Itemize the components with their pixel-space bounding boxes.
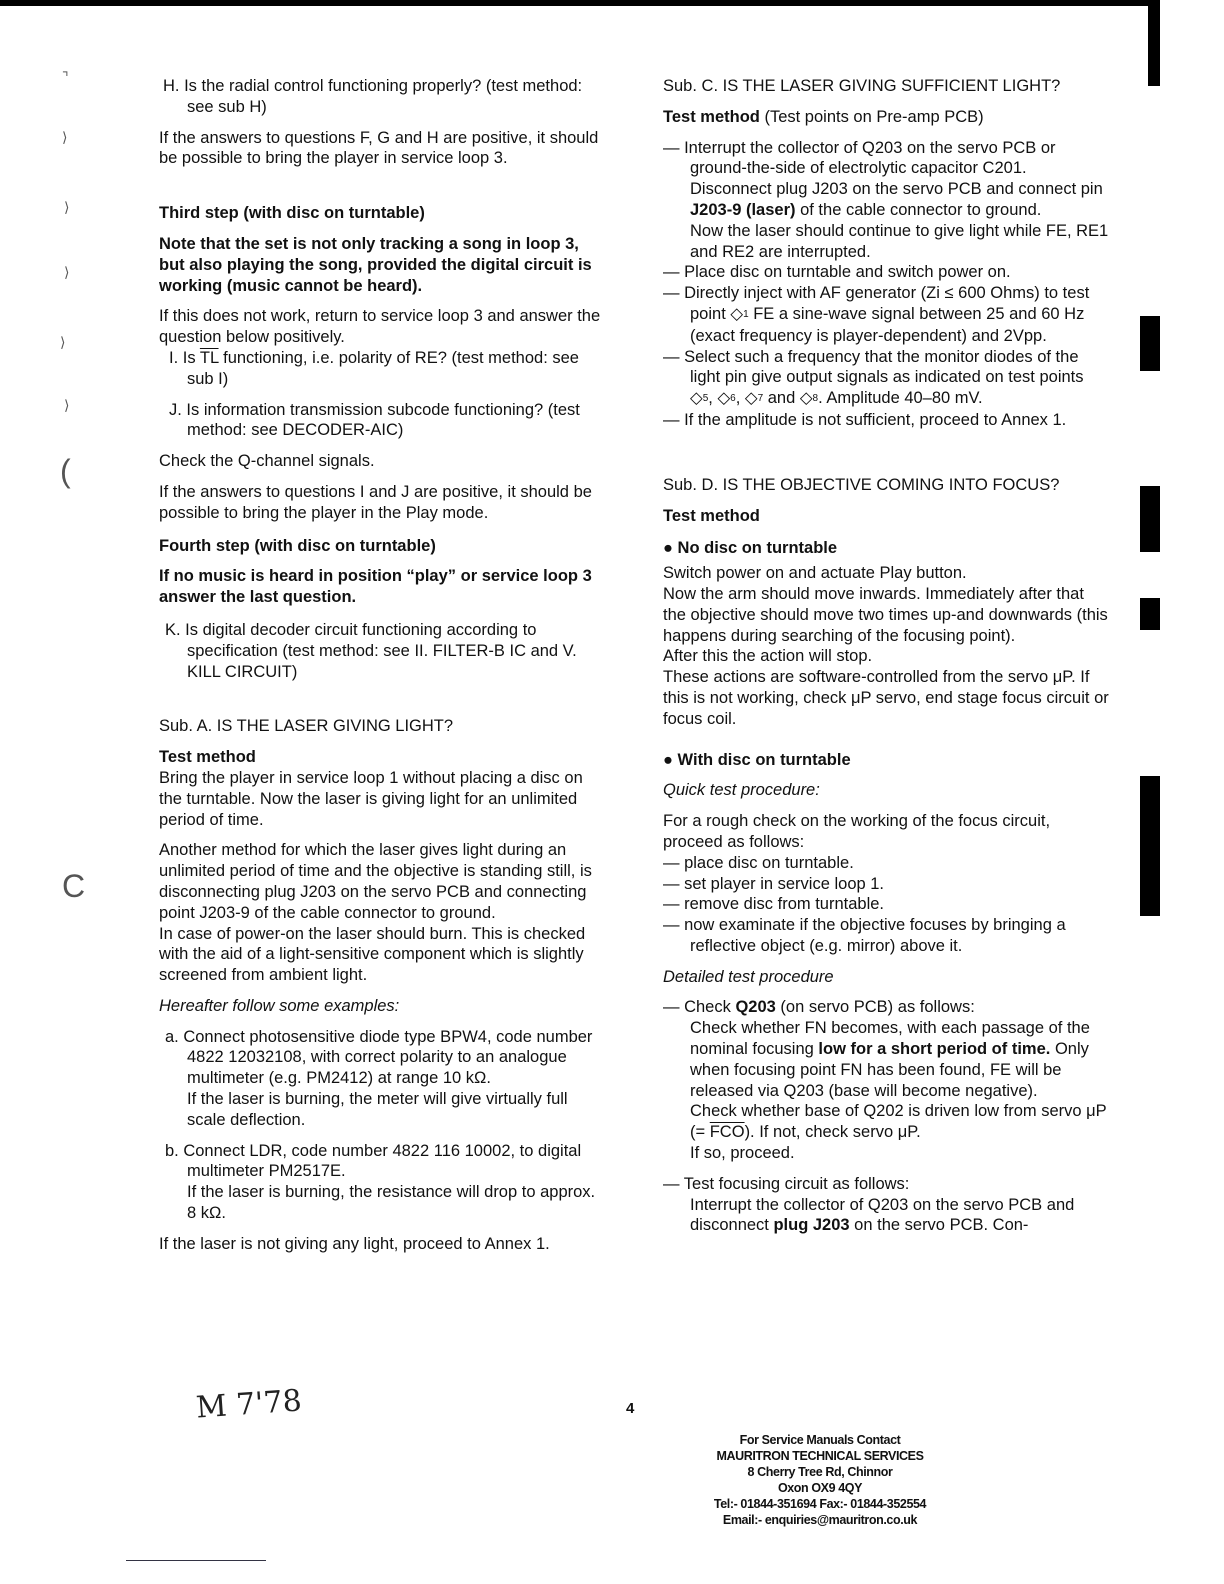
- quick-heading: Quick test procedure:: [663, 781, 820, 800]
- step-item: [663, 997, 1109, 1018]
- paragraph: Switch power on and actuate Play button.: [663, 564, 967, 583]
- left-column: [159, 76, 605, 1255]
- step-text: Interrupt the collector of Q203 on the servo PCB and disconnect: [690, 1195, 1075, 1235]
- step-item: — set player in service loop 1.: [663, 874, 885, 893]
- step-note: If so, proceed.: [690, 1144, 795, 1163]
- step-text: on the servo PCB. Con-: [849, 1216, 1029, 1235]
- step-bold: plug J203: [773, 1216, 850, 1235]
- sub-heading: Sub. D. IS THE OBJECTIVE COMING INTO FOCUS?: [663, 475, 1060, 494]
- step-text: of the cable connector to ground.: [795, 200, 1042, 219]
- contact-line: Tel:- 01844-351694 Fax:- 01844-352554: [713, 1497, 927, 1511]
- step-note: [663, 1195, 1109, 1237]
- test-method-heading: Test method: [663, 107, 760, 126]
- test-method-line: [663, 107, 1109, 128]
- step-bold: Q203: [735, 998, 776, 1017]
- question-k: K. Is digital decoder circuit functioning according to specification (test method: see II. FILTER-B IC and V. KILL CIRCUIT): [165, 620, 577, 681]
- test-method-note: (Test points on Pre-amp PCB): [759, 107, 984, 126]
- paragraph: If the answers to questions F, G and H are positive, it should be possible to bring the player in service loop 3.: [159, 128, 599, 168]
- step-note: [663, 1101, 1109, 1143]
- contact-block: [700, 1432, 940, 1528]
- step-text: — Check: [663, 998, 736, 1017]
- page-number: 4: [626, 1400, 635, 1417]
- paragraph: For a rough check on the working of the focus circuit, proceed as follows:: [663, 812, 1051, 851]
- paragraph: Check the Q-channel signals.: [159, 452, 375, 471]
- sep: ,: [735, 389, 745, 408]
- handwritten-note: M 7'78: [194, 1383, 303, 1426]
- edge-tab: [1140, 316, 1160, 371]
- right-column: [663, 76, 1109, 1236]
- step-note: [663, 1018, 1109, 1101]
- question-j: J. Is information transmission subcode functioning? (test method: see DECODER-AIC): [169, 400, 580, 440]
- fco-signal: $\overline{FCO}$: [709, 1123, 745, 1142]
- paragraph: In case of power-on the laser should burn. This is checked with the aid of a light-sensitive component which is slightly screened from ambient light.: [159, 924, 586, 985]
- step-item: — now examinate if the objective focuses by bringing a reflective object (e.g. mirror) above it.: [663, 916, 1066, 955]
- paragraph: Another method for which the laser gives light during an unlimited period of time and the objective is standing still, is disconnecting plug J203 on the servo PCB and connecting point J203-9 of the cable connector to ground.: [159, 841, 592, 922]
- contact-line: For Service Manuals Contact: [739, 1433, 901, 1447]
- step-item: — Test focusing circuit as follows:: [663, 1174, 910, 1193]
- note: Note that the set is not only tracking a song in loop 3, but also playing the song, provided the digital circuit is working (music cannot be heard).: [159, 234, 592, 295]
- sep: ,: [708, 389, 718, 408]
- bullet-heading: ● With disc on turntable: [663, 750, 851, 769]
- step-bold: low for a short period of time.: [818, 1040, 1051, 1059]
- paragraph: Bring the player in service loop 1 without placing a disc on the turntable. Now the laser is giving light for an unlimited period of time.: [159, 768, 583, 829]
- step-text: FE a sine-wave signal between 25 and 60 Hz (exact frequency is player-dependent) and 2Vpp.: [690, 304, 1085, 345]
- step-item: — If the amplitude is not sufficient, proceed to Annex 1.: [663, 410, 1067, 429]
- examples-heading: Hereafter follow some examples:: [159, 996, 400, 1015]
- step-text: — Interrupt the collector of Q203 on the servo PCB or ground-the-side of electrolytic capacitor C201. Disconnect plug J203 on the servo PCB and connect pin: [663, 138, 1103, 199]
- edge-tab: [1140, 486, 1160, 552]
- section-heading: Third step (with disc on turntable): [159, 204, 425, 223]
- paragraph: After this the action will stop.: [663, 647, 873, 666]
- sub-heading: Sub. C. IS THE LASER GIVING SUFFICIENT LIGHT?: [663, 77, 1061, 95]
- step-note: Now the laser should continue to give light while FE, RE1 and RE2 are interrupted.: [690, 221, 1109, 261]
- step-text: — Select such a frequency that the monitor diodes of the light pin give output signals as indicated on test points: [663, 347, 1084, 387]
- detailed-heading: Detailed test procedure: [663, 967, 834, 986]
- tl-signal: $\overline{TL}$: [199, 348, 219, 367]
- test-method-heading: Test method: [159, 748, 256, 767]
- contact-line: Oxon OX9 4QY: [777, 1481, 863, 1495]
- paragraph: Now the arm should move inwards. Immediately after that the objective should move two times up-and downwards (this happens during searching of the focusing point).: [663, 584, 1108, 645]
- question-i-post: functioning, i.e. polarity of RE? (test method: see sub I): [187, 348, 579, 388]
- step-item: — Place disc on turntable and switch power on.: [663, 263, 1011, 282]
- bullet-heading: ● No disc on turntable: [663, 539, 838, 558]
- step-text: ). If not, check servo μP.: [744, 1123, 921, 1142]
- instruction: If no music is heard in position “play” or service loop 3 answer the last question.: [159, 567, 592, 607]
- step-text: . Amplitude 40–80 mV.: [818, 389, 983, 408]
- question-i: [159, 348, 605, 390]
- step-item: — Select such a frequency that the monitor diodes of the light pin give output signals as indicated on test points ◇5, ◇6, ◇7 and ◇8. Amplitude 40–80 mV.: [663, 347, 1084, 408]
- contact-line: 8 Cherry Tree Rd, Chinnor: [747, 1465, 893, 1479]
- top-scan-edge: [0, 0, 1160, 6]
- step-item: — place disc on turntable.: [663, 853, 854, 872]
- paragraph: These actions are software-controlled from the servo μP. If this is not working, check μP servo, end stage focus circuit or focus coil.: [663, 668, 1109, 728]
- sub-heading: Sub. A. IS THE LASER GIVING LIGHT?: [159, 717, 454, 736]
- step-text: Check whether base of Q202 is driven low from servo μP (=: [690, 1102, 1107, 1142]
- edge-tab: [1140, 598, 1160, 630]
- question-h: H. Is the radial control functioning properly? (test method: see sub H): [163, 77, 583, 116]
- step-item: — Directly inject with AF generator (Zi ≤ 600 Ohms) to test point ◇1 FE a sine-wave signal between 25 and 60 Hz (exact frequency is player-dependent) and 2Vpp.: [663, 284, 1090, 345]
- right-scan-edge: [1148, 0, 1160, 86]
- example-b-result: If the laser is burning, the resistance will drop to approx. 8 kΩ.: [187, 1183, 596, 1223]
- test-point-6: 6: [730, 393, 736, 405]
- question-i-pre: I. Is: [169, 348, 200, 367]
- test-point-5: 5: [702, 393, 709, 405]
- paragraph: If the answers to questions I and J are positive, it should be possible to bring the player in the Play mode.: [159, 482, 592, 522]
- step-item: [663, 138, 1109, 221]
- paragraph: If this does not work, return to service loop 3 and answer the question below positively.: [159, 307, 601, 347]
- contact-line: Email:- enquiries@mauritron.co.uk: [722, 1513, 918, 1527]
- edge-tab: [1140, 776, 1160, 916]
- step-item: — remove disc from turntable.: [663, 895, 884, 914]
- bottom-rule: [126, 1560, 266, 1561]
- test-point-8: 8: [812, 393, 819, 405]
- step-text: Check whether FN becomes, with each passage of the nominal focusing: [690, 1019, 1090, 1059]
- sep: and: [763, 389, 800, 408]
- step-text: Only when focusing point FN has been found, FE will be released via Q203 (base will become negative).: [690, 1040, 1089, 1100]
- section-heading: Fourth step (with disc on turntable): [159, 536, 436, 555]
- step-text: — Directly inject with AF generator (Zi ≤ 600 Ohms) to test point: [663, 284, 1090, 323]
- test-point-1: 1: [743, 308, 749, 320]
- example-a-result: If the laser is burning, the meter will give virtually full scale deflection.: [187, 1090, 568, 1129]
- step-text: (on servo PCB) as follows:: [775, 998, 975, 1017]
- test-point-7: 7: [757, 393, 764, 405]
- contact-line: MAURITRON TECHNICAL SERVICES: [716, 1449, 924, 1463]
- test-method-heading: Test method: [663, 506, 760, 525]
- example-a: a. Connect photosensitive diode type BPW4, code number 4822 12032108, with correct polarity to an analogue multimeter (e.g. PM2412) at range 10 kΩ.: [165, 1027, 593, 1088]
- step-bold: J203-9 (laser): [690, 200, 796, 219]
- example-b: b. Connect LDR, code number 4822 116 10002, to digital multimeter PM2517E.: [165, 1141, 582, 1181]
- paragraph: If the laser is not giving any light, proceed to Annex 1.: [159, 1234, 550, 1253]
